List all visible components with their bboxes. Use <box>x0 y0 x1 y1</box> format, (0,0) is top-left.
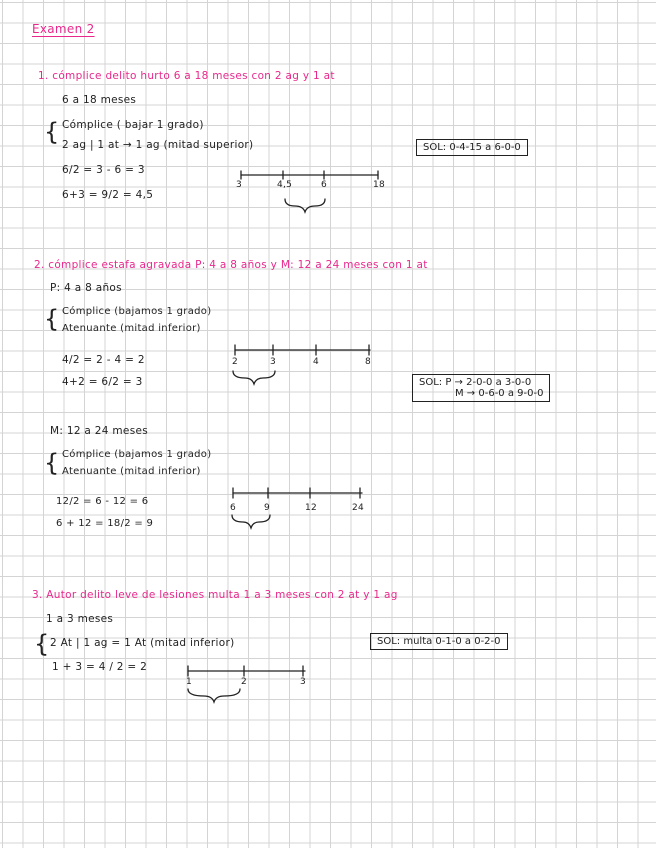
problem-1-range: 6 a 18 meses <box>62 94 137 106</box>
tick-label: 8 <box>365 357 372 367</box>
problem-2-rule-3: Cómplice (bajamos 1 grado) <box>62 449 212 460</box>
tick-label: 9 <box>264 503 271 513</box>
curly-brace-icon <box>232 515 270 528</box>
problem-2-calc-3: 12/2 = 6 - 12 = 6 <box>56 496 149 507</box>
problem-2-calc-1: 4/2 = 2 - 4 = 2 <box>62 354 145 366</box>
tick-label: 4,5 <box>277 180 293 190</box>
tick-label: 18 <box>373 180 386 190</box>
problem-2-m-range: M: 12 a 24 meses <box>50 425 148 437</box>
curly-brace-icon <box>285 199 325 212</box>
brace-icon: { <box>44 305 60 333</box>
tick-label: 24 <box>352 503 365 513</box>
tick-label: 12 <box>305 503 318 513</box>
tick-label: 3 <box>236 180 243 190</box>
problem-2-solution-line-2: M → 0-6-0 a 9-0-0 <box>455 388 544 399</box>
tick-label: 2 <box>241 677 248 687</box>
problem-2-rule-4: Atenuante (mitad inferior) <box>62 466 201 477</box>
tick-label: 1 <box>186 677 193 687</box>
problem-1-calc-2: 6+3 = 9/2 = 4,5 <box>62 189 154 201</box>
tick-label: 4 <box>313 357 320 367</box>
problem-1-rule-1: Cómplice ( bajar 1 grado) <box>62 119 204 131</box>
tick-label: 6 <box>321 180 328 190</box>
curly-brace-icon <box>188 689 240 702</box>
problem-2-calc-2: 4+2 = 6/2 = 3 <box>62 376 143 388</box>
problem-1-solution-text: SOL: 0-4-15 a 6-0-0 <box>423 142 521 153</box>
problem-2-rule-1: Cómplice (bajamos 1 grado) <box>62 306 212 317</box>
brace-icon: { <box>44 118 60 146</box>
problem-3-heading: 3. Autor delito leve de lesiones multa 1 a 3 meses con 2 at y 1 ag <box>32 589 398 601</box>
problem-1-rule-2: 2 ag | 1 at → 1 ag (mitad superior) <box>62 139 254 151</box>
tick-label: 6 <box>230 503 237 513</box>
tick-label: 3 <box>300 677 307 687</box>
page-title: Examen 2 <box>32 22 95 36</box>
problem-3-range: 1 a 3 meses <box>46 613 114 625</box>
brace-icon: { <box>34 630 50 658</box>
problem-3-calc-1: 1 + 3 = 4 / 2 = 2 <box>52 661 148 673</box>
problem-1-heading: 1. cómplice delito hurto 6 a 18 meses con 2 ag y 1 at <box>38 70 335 82</box>
problem-2-calc-4: 6 + 12 = 18/2 = 9 <box>56 518 154 529</box>
problem-2-solution-line-1: SOL: P → 2-0-0 a 3-0-0 <box>419 377 532 388</box>
problem-2-rule-2: Atenuante (mitad inferior) <box>62 323 201 334</box>
problem-1-calc-1: 6/2 = 3 - 6 = 3 <box>62 164 145 176</box>
brace-icon: { <box>44 449 60 477</box>
curly-brace-icon <box>233 371 275 384</box>
problem-3-solution-text: SOL: multa 0-1-0 a 0-2-0 <box>377 636 501 647</box>
problem-2-heading: 2. cómplice estafa agravada P: 4 a 8 años y M: 12 a 24 meses con 1 at <box>34 259 428 271</box>
tick-label: 3 <box>270 357 277 367</box>
tick-label: 2 <box>232 357 239 367</box>
problem-3-rule-1: 2 At | 1 ag = 1 At (mitad inferior) <box>50 637 235 649</box>
problem-2-p-range: P: 4 a 8 años <box>50 282 122 294</box>
